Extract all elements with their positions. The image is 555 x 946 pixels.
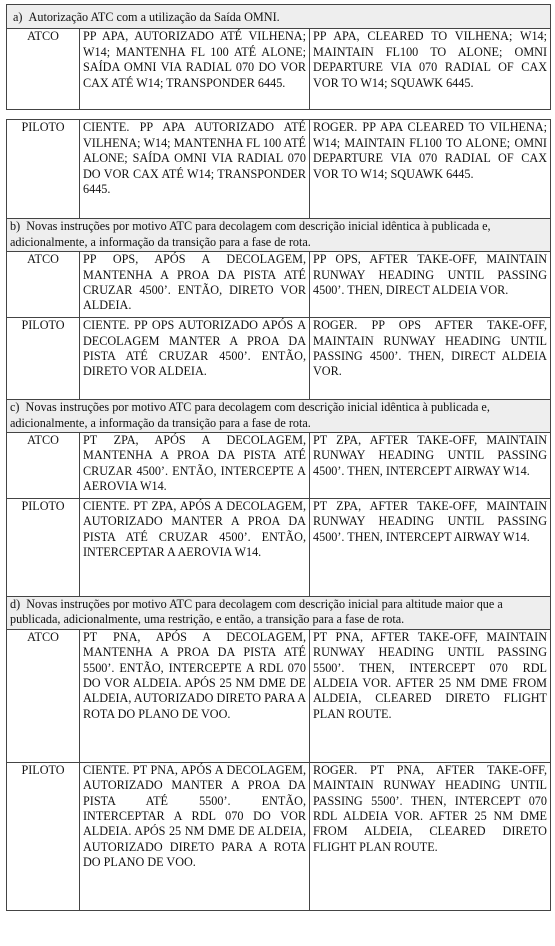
english-text: PP APA, CLEARED TO VILHENA; W14; MAINTAIN FL100 TO ALONE; OMNI DEPARTURE VIA 070 RADIAL OF CAX VOR TO W14; SQUAWK 6445. (310, 29, 551, 110)
dialogue-row (7, 433, 551, 499)
section-a-table (6, 4, 551, 110)
section-a-header: a) Autorização ATC com a utilização da Saída OMNI. (7, 5, 551, 29)
portuguese-text: CIENTE. PT PNA, APÓS A DECOLAGEM, AUTORIZADO MANTER A PROA DA PISTA ATÉ 5500’. ENTÃO, INTERCEPTAR A RDL 070 DO VOR ALDEIA. APÓS 25 NM DME DE ALDEIA, AUTORIZADO DIRETO PARA A ROTA DO PLANO DE VOO. (80, 762, 310, 910)
dialogue-row (7, 499, 551, 597)
phraseology-document (6, 4, 550, 911)
dialogue-row (7, 629, 551, 762)
dialogue-row (7, 762, 551, 910)
dialogue-row (7, 120, 551, 219)
portuguese-text: PP OPS, APÓS A DECOLAGEM, MANTENHA A PROA DA PISTA ATÉ CRUZAR 4500’. ENTÃO, DIRETO VOR ALDEIA. (80, 252, 310, 318)
english-text: PT ZPA, AFTER TAKE-OFF, MAINTAIN RUNWAY HEADING UNTIL PASSING 4500’. THEN, INTERCEPT AIRWAY W14. (310, 433, 551, 499)
english-text: ROGER. PP OPS AFTER TAKE-OFF, MAINTAIN RUNWAY HEADING UNTIL PASSING 4500’. THEN, DIRECT ALDEIA VOR. (310, 318, 551, 400)
speaker-label: ATCO (7, 29, 80, 110)
speaker-label: PILOTO (7, 499, 80, 597)
speaker-label: PILOTO (7, 762, 80, 910)
portuguese-text: CIENTE. PP OPS AUTORIZADO APÓS A DECOLAGEM MANTER A PROA DA PISTA ATÉ CRUZAR 4500’. ENTÃO, DIRETO VOR ALDEIA. (80, 318, 310, 400)
english-text: PP OPS, AFTER TAKE-OFF, MAINTAIN RUNWAY HEADING UNTIL PASSING 4500’. THEN, DIRECT ALDEIA VOR. (310, 252, 551, 318)
portuguese-text: PT ZPA, APÓS A DECOLAGEM, MANTENHA A PROA DA PISTA ATÉ CRUZAR 4500’. ENTÃO, INTERCEPTE A AEROVIA W14. (80, 433, 310, 499)
speaker-label: PILOTO (7, 120, 80, 219)
speaker-label: ATCO (7, 252, 80, 318)
portuguese-text: CIENTE. PT ZPA, APÓS A DECOLAGEM, AUTORIZADO MANTER A PROA DA PISTA ATÉ CRUZAR 4500’. ENTÃO, INTERCEPTAR A AEROVIA W14. (80, 499, 310, 597)
section-c-header: c) Novas instruções por motivo ATC para decolagem com descrição inicial idêntica à publicada e, adicionalmente, a informação da transição para a fase de rota. (7, 400, 551, 433)
dialogue-row (7, 29, 551, 110)
portuguese-text: CIENTE. PP APA AUTORIZADO ATÉ VILHENA; W14; MANTENHA FL 100 ATÉ ALONE; SAÍDA OMNI VIA RADIAL 070 DO VOR CAX ATÉ W14; TRANSPONDER 6445. (80, 120, 310, 219)
dialogue-row (7, 252, 551, 318)
section-header-row (7, 5, 551, 29)
section-bcd-table (6, 119, 551, 910)
section-header-row (7, 400, 551, 433)
english-text: ROGER. PT PNA, AFTER TAKE-OFF, MAINTAIN RUNWAY HEADING UNTIL PASSING 5500’. THEN, INTERCEPT 070 RDL ALDEIA VOR. AFTER 25 NM DME FROM ALDEIA, CLEARED DIRETO FLIGHT PLAN ROUTE. (310, 762, 551, 910)
speaker-label: PILOTO (7, 318, 80, 400)
section-b-header: b) Novas instruções por motivo ATC para decolagem com descrição inicial idêntica à publicada e, adicionalmente, a informação da transição para a fase de rota. (7, 219, 551, 252)
portuguese-text: PT PNA, APÓS A DECOLAGEM, MANTENHA A PROA DA PISTA ATÉ 5500’. ENTÃO, INTERCEPTE A RDL 070 DO VOR ALDEIA. APÓS 25 NM DME DE ALDEIA, AUTORIZADO DIRETO PARA A ROTA DO PLANO DE VOO. (80, 629, 310, 762)
section-header-row (7, 597, 551, 630)
block-gap (6, 110, 550, 119)
english-text: ROGER. PP APA CLEARED TO VILHENA; W14; MAINTAIN FL100 TO ALONE; OMNI DEPARTURE VIA 070 RADIAL OF CAX VOR TO W14; SQUAWK 6445. (310, 120, 551, 219)
section-d-header: d) Novas instruções por motivo ATC para decolagem com descrição inicial para altitude maior que a publicada, adicionalmente, uma restrição, e então, a transição para a fase de rota. (7, 597, 551, 630)
section-header-row (7, 219, 551, 252)
speaker-label: ATCO (7, 629, 80, 762)
portuguese-text: PP APA, AUTORIZADO ATÉ VILHENA; W14; MANTENHA FL 100 ATÉ ALONE; SAÍDA OMNI VIA RADIAL 070 DO VOR CAX ATÉ W14; TRANSPONDER 6445. (80, 29, 310, 110)
dialogue-row (7, 318, 551, 400)
english-text: PT ZPA, AFTER TAKE-OFF, MAINTAIN RUNWAY HEADING UNTIL PASSING 4500’. THEN, INTERCEPT AIRWAY W14. (310, 499, 551, 597)
english-text: PT PNA, AFTER TAKE-OFF, MAINTAIN RUNWAY HEADING UNTIL PASSING 5500’. THEN, INTERCEPT 070 RDL ALDEIA VOR. AFTER 25 NM DME FROM ALDEIA, CLEARED DIRETO FLIGHT PLAN ROUTE. (310, 629, 551, 762)
speaker-label: ATCO (7, 433, 80, 499)
